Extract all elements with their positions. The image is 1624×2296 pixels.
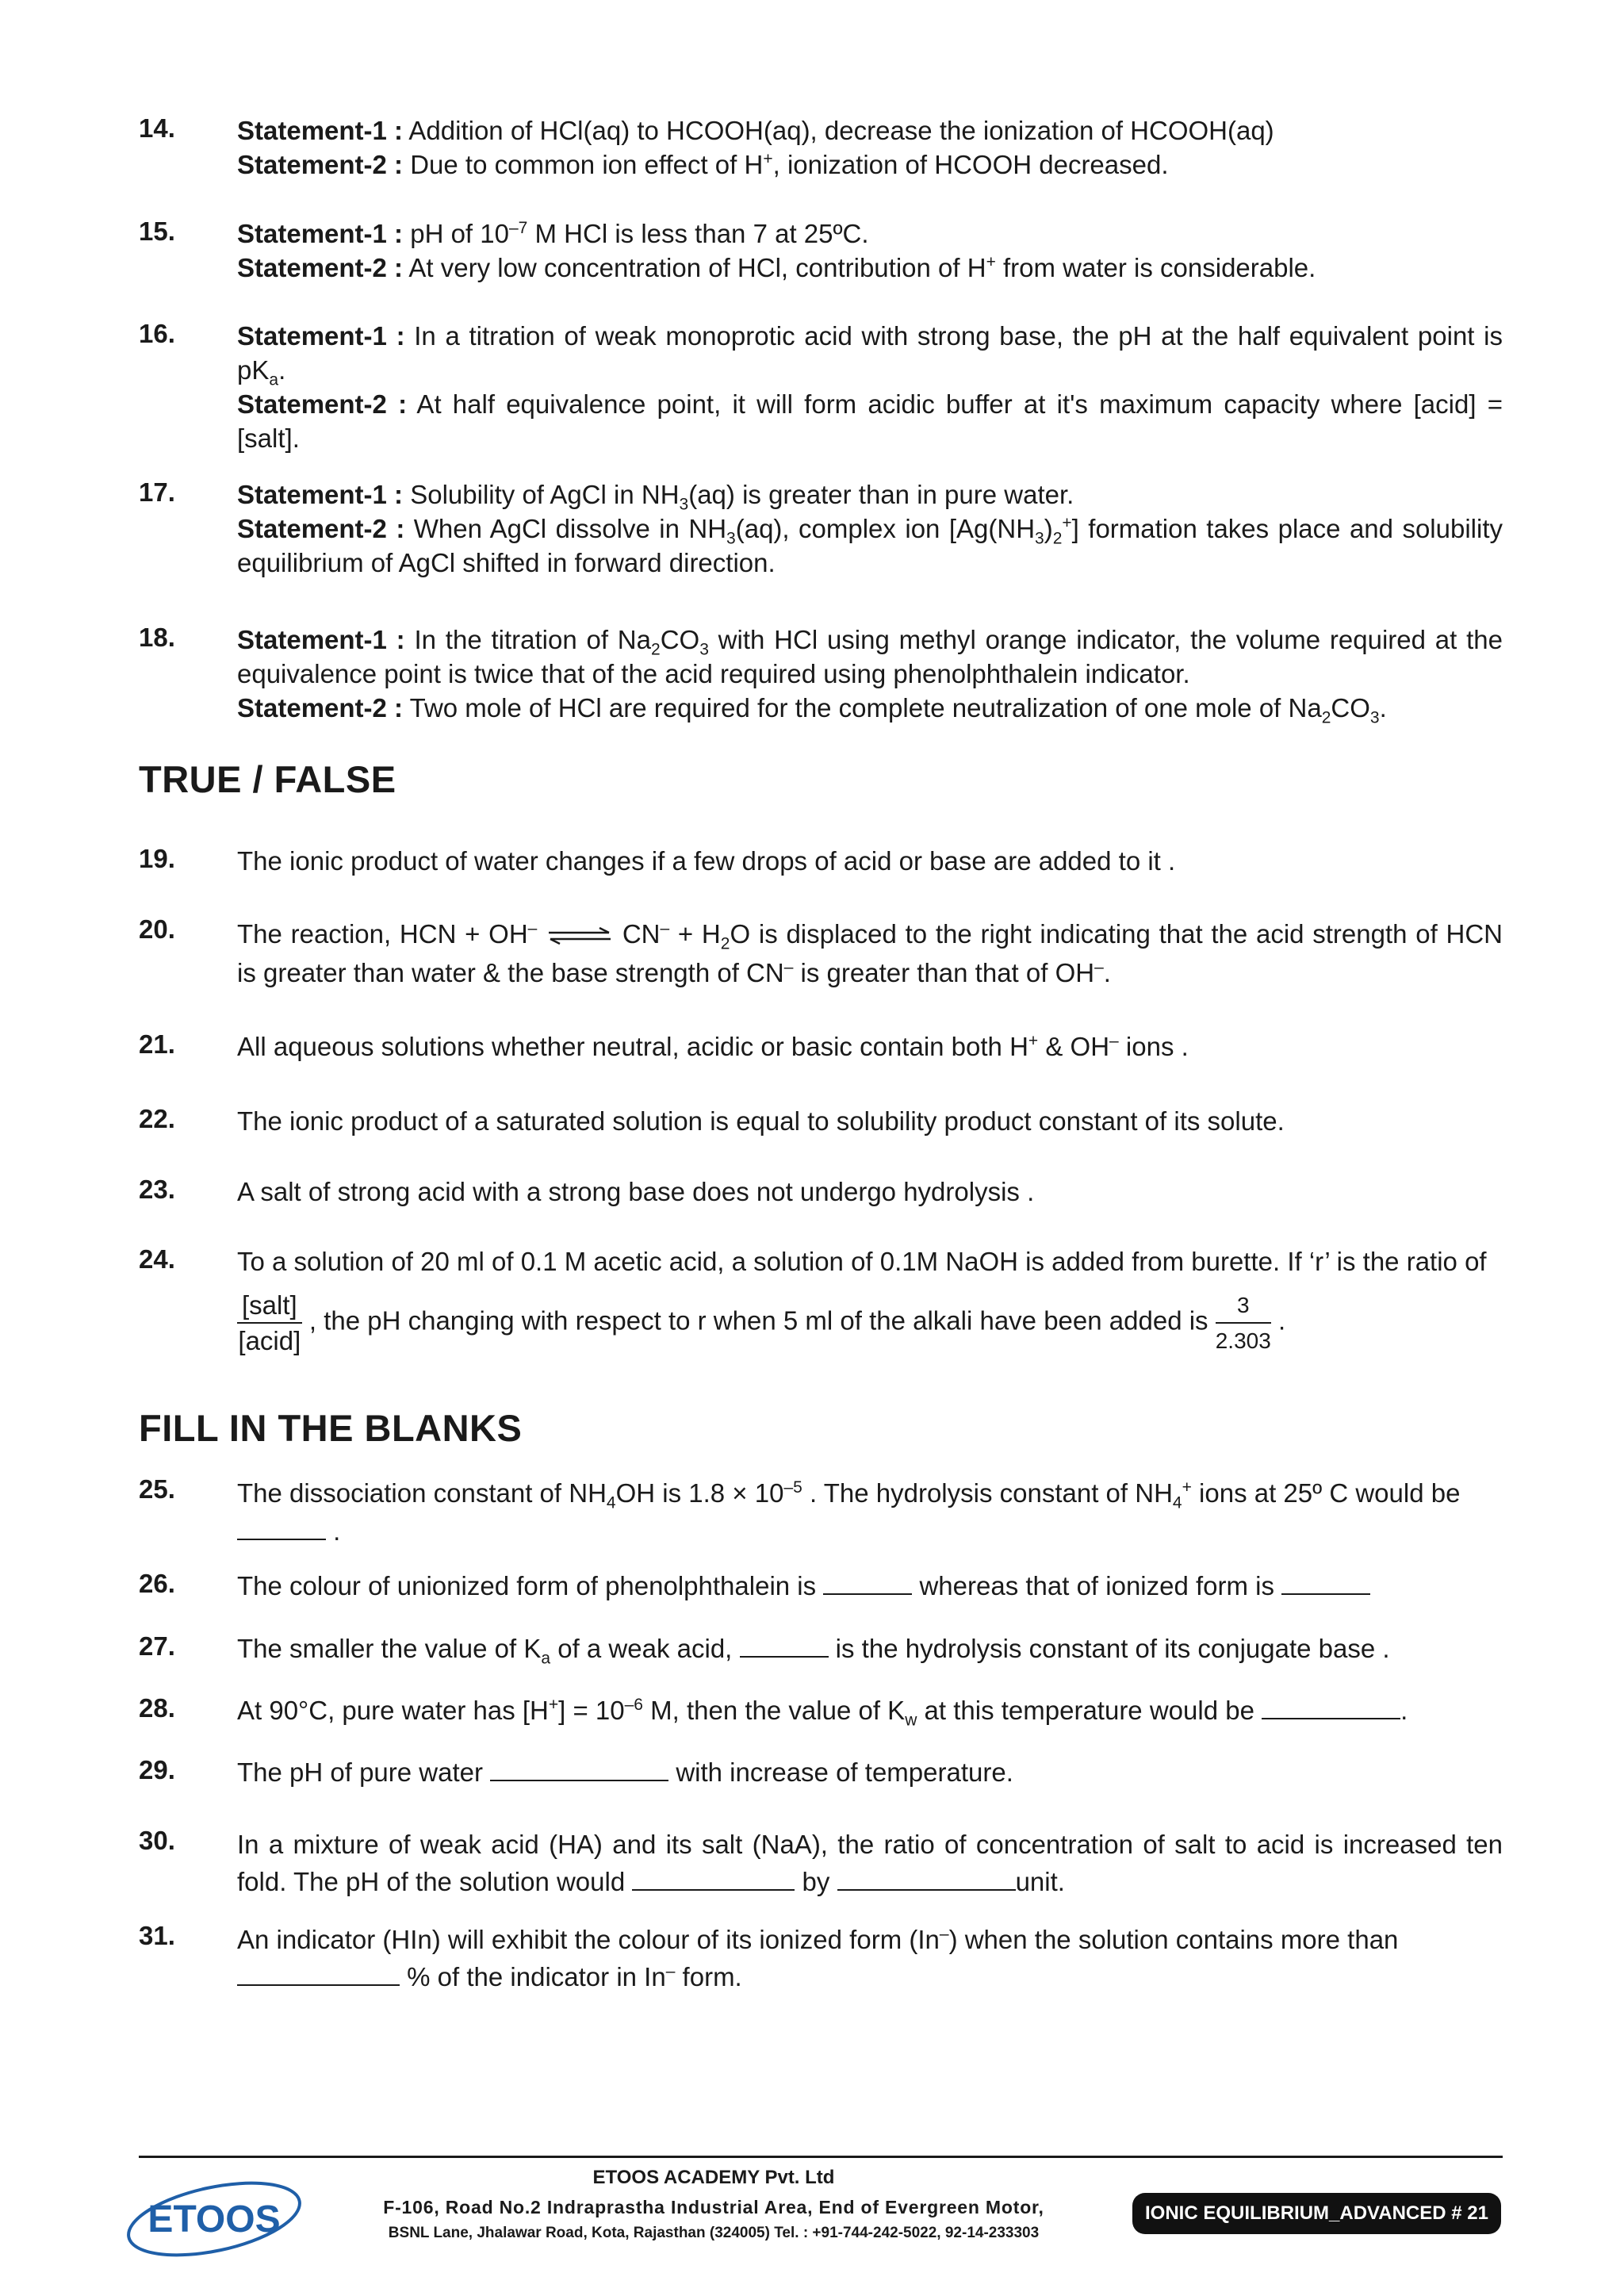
question-text: . xyxy=(1400,1696,1408,1725)
question-number: 18. xyxy=(139,623,175,652)
question-text: In a mixture of weak acid (HA) and its salt (NaA), the ratio of concentration of salt to acid is increased ten fold. The pH of the solution would xyxy=(237,1830,1503,1896)
question-text: ) when the solution contains more than xyxy=(948,1925,1399,1954)
question-27 xyxy=(139,1631,1503,1668)
subscript: 3 xyxy=(699,640,709,659)
question-number: 14. xyxy=(139,113,175,143)
superscript: + xyxy=(763,150,773,168)
question-text: To a solution of 20 ml of 0.1 M acetic acid, a solution of 0.1M NaOH is added from burette. If ‘r’ is the ratio of xyxy=(237,1247,1487,1276)
question-text: , the pH changing with respect to r when 5 ml of the alkali have been added is xyxy=(301,1305,1216,1336)
statement-2-text: CO xyxy=(1331,693,1370,723)
statement-2-text: . xyxy=(1379,693,1387,723)
question-23 xyxy=(139,1175,1503,1209)
subscript: 3 xyxy=(1035,529,1044,548)
subscript: w xyxy=(905,1711,917,1730)
statement-2-text: from water is considerable. xyxy=(995,253,1316,282)
subscript: 2 xyxy=(1321,708,1331,727)
statement-1-text: In the titration of Na xyxy=(404,625,651,654)
subscript: 2 xyxy=(720,934,730,953)
subscript: 4 xyxy=(606,1493,616,1512)
salt-acid-fraction xyxy=(237,1288,302,1358)
question-text: O is displaced to the right indicating that the acid strength of HCN is greater than water & the base strength of CN xyxy=(237,919,1503,987)
statement-1-label: Statement-1 : xyxy=(237,321,405,351)
statement-1-text: Addition of HCl(aq) to HCOOH(aq), decrease the ionization of HCOOH(aq) xyxy=(403,116,1274,145)
question-30 xyxy=(139,1826,1503,1900)
question-text: . xyxy=(1103,958,1111,987)
question-number: 31. xyxy=(139,1921,175,1950)
statement-2-text: ] formation takes place and solubility equilibrium of AgCl shifted in forward direction. xyxy=(237,514,1503,577)
question-text: The colour of unionized form of phenolphthalein is xyxy=(237,1571,824,1600)
statement-2-text: (aq), complex ion [Ag(NH xyxy=(735,514,1036,543)
question-number: 24. xyxy=(139,1244,175,1274)
question-text: The reaction, HCN + OH xyxy=(237,919,528,949)
question-21 xyxy=(139,1029,1503,1064)
question-20 xyxy=(139,914,1503,992)
logo-text: ETOOS xyxy=(147,2198,281,2240)
statement-1-text: In a titration of weak monoprotic acid with strong base, the pH at the half equivalent point is pK xyxy=(237,321,1503,385)
question-number: 28. xyxy=(139,1693,175,1723)
statement-1-text: (aq) is greater than in pure water. xyxy=(688,480,1074,509)
superscript: – xyxy=(939,1925,949,1943)
question-text: All aqueous solutions whether neutral, acidic or basic contain both H xyxy=(237,1032,1028,1061)
answer-blank[interactable] xyxy=(823,1573,912,1595)
superscript: – xyxy=(1109,1032,1119,1050)
superscript: – xyxy=(1094,958,1104,976)
fraction-denominator: 2.303 xyxy=(1215,1328,1271,1353)
question-number: 30. xyxy=(139,1826,175,1855)
statement-2-label: Statement-2 : xyxy=(237,389,408,419)
subscript: a xyxy=(269,370,279,389)
page-tag-badge: IONIC EQUILIBRIUM_ADVANCED # 21 xyxy=(1132,2193,1501,2234)
footer-divider xyxy=(139,2156,1503,2158)
question-31 xyxy=(139,1921,1503,1995)
equilibrium-arrow-icon xyxy=(546,927,614,945)
statement-2-text: Due to common ion effect of H xyxy=(403,150,764,179)
superscript: + xyxy=(548,1696,559,1714)
section-heading-true-false: TRUE / FALSE xyxy=(139,758,396,800)
statement-2-text: , ionization of HCOOH decreased. xyxy=(772,150,1169,179)
subscript: a xyxy=(541,1649,551,1668)
ph-change-fraction xyxy=(1216,1288,1271,1358)
statement-2-text: At very low concentration of HCl, contribution of H xyxy=(403,253,986,282)
question-19 xyxy=(139,844,1503,878)
statement-1-text: M HCl is less than 7 at 25ºC. xyxy=(527,219,869,248)
statement-1-text: Solubility of AgCl in NH xyxy=(403,480,680,509)
subscript: 4 xyxy=(1172,1493,1182,1512)
statement-2-text: At half equivalence point, it will form acidic buffer at it's maximum capacity where [acid] = [salt]. xyxy=(237,389,1503,453)
answer-blank[interactable] xyxy=(837,1869,1016,1891)
question-text: ions at 25º C would be xyxy=(1191,1478,1461,1508)
superscript: + xyxy=(1182,1478,1192,1497)
question-15 xyxy=(139,217,1503,285)
superscript: – xyxy=(783,958,794,976)
fraction-denominator: [acid] xyxy=(238,1326,301,1355)
question-text: with increase of temperature. xyxy=(668,1757,1013,1787)
superscript: + xyxy=(1028,1032,1039,1050)
question-text: The pH of pure water xyxy=(237,1757,491,1787)
statement-2-label: Statement-2 : xyxy=(237,150,404,179)
question-16 xyxy=(139,319,1503,455)
question-14 xyxy=(139,113,1503,182)
question-18 xyxy=(139,623,1503,725)
question-text: ions . xyxy=(1118,1032,1189,1061)
question-28 xyxy=(139,1693,1503,1730)
statement-1-label: Statement-1 : xyxy=(237,625,405,654)
question-text: by xyxy=(795,1867,837,1896)
question-24 xyxy=(139,1244,1503,1358)
question-number: 20. xyxy=(139,914,175,944)
answer-blank[interactable] xyxy=(490,1759,668,1781)
question-number: 22. xyxy=(139,1104,175,1133)
answer-blank[interactable] xyxy=(632,1869,795,1891)
statement-2-label: Statement-2 : xyxy=(237,253,404,282)
question-text: % of the indicator in In xyxy=(400,1962,666,1991)
answer-blank[interactable] xyxy=(740,1635,829,1658)
statement-2-text: When AgCl dissolve in NH xyxy=(404,514,727,543)
question-text: At 90°C, pure water has [H xyxy=(237,1696,549,1725)
superscript: – xyxy=(665,1962,676,1980)
question-number: 15. xyxy=(139,217,175,246)
subscript: 2 xyxy=(1052,529,1063,548)
subscript: 3 xyxy=(726,529,736,548)
question-text: at this temperature would be xyxy=(917,1696,1262,1725)
question-text: form. xyxy=(675,1962,742,1991)
question-number: 23. xyxy=(139,1175,175,1204)
superscript: – xyxy=(527,919,538,937)
subscript: 3 xyxy=(679,495,689,514)
question-text: . xyxy=(1270,1305,1286,1336)
question-text: OH is 1.8 × 10 xyxy=(615,1478,784,1508)
statement-2-text: Two mole of HCl are required for the complete neutralization of one mole of Na xyxy=(403,693,1322,723)
statement-2-text: ) xyxy=(1044,514,1053,543)
question-29 xyxy=(139,1755,1503,1789)
question-text: of a weak acid, xyxy=(550,1634,740,1663)
statement-2-label: Statement-2 : xyxy=(237,693,404,723)
question-26 xyxy=(139,1569,1503,1603)
etoos-logo xyxy=(115,2173,313,2260)
statement-1-label: Statement-1 : xyxy=(237,116,404,145)
question-text: A salt of strong acid with a strong base does not undergo hydrolysis . xyxy=(237,1177,1035,1206)
fraction-numerator: [salt] xyxy=(237,1288,302,1324)
statement-1-text: with HCl using methyl orange indicator, the volume required at the equivalence point is twice that of the acid required using phenolphthalein indicator. xyxy=(237,625,1503,688)
statement-1-text: pH of 10 xyxy=(403,219,509,248)
question-number: 26. xyxy=(139,1569,175,1598)
statement-1-text: . xyxy=(278,355,286,385)
question-text: whereas that of ionized form is xyxy=(912,1571,1282,1600)
footer-address-line-1: F-106, Road No.2 Indraprastha Industrial Area, End of Evergreen Motor, xyxy=(383,2197,1044,2217)
question-text: . The hydrolysis constant of NH xyxy=(802,1478,1173,1508)
statement-1-text: CO xyxy=(660,625,700,654)
superscript: + xyxy=(986,253,996,271)
question-text: is greater than that of OH xyxy=(793,958,1095,987)
question-text: The ionic product of water changes if a few drops of acid or base are added to it . xyxy=(237,846,1176,876)
question-text: The dissociation constant of NH xyxy=(237,1478,607,1508)
answer-blank[interactable] xyxy=(1262,1697,1400,1719)
superscript: –7 xyxy=(508,219,528,237)
answer-blank[interactable] xyxy=(1281,1573,1370,1595)
question-number: 29. xyxy=(139,1755,175,1784)
fraction-numerator: 3 xyxy=(1216,1288,1271,1324)
subscript: 3 xyxy=(1369,708,1380,727)
question-text: M, then the value of K xyxy=(642,1696,906,1725)
question-text: . xyxy=(326,1516,341,1546)
question-17 xyxy=(139,477,1503,580)
footer-company-name: ETOOS ACADEMY Pvt. Ltd xyxy=(592,2167,835,2188)
question-text: ] = 10 xyxy=(558,1696,625,1725)
question-22 xyxy=(139,1104,1503,1138)
question-number: 25. xyxy=(139,1474,175,1504)
question-number: 27. xyxy=(139,1631,175,1661)
question-text: unit. xyxy=(1015,1867,1065,1896)
statement-1-label: Statement-1 : xyxy=(237,219,404,248)
question-number: 17. xyxy=(139,477,175,507)
superscript: – xyxy=(660,919,670,937)
question-number: 21. xyxy=(139,1029,175,1059)
question-text: The smaller the value of K xyxy=(237,1634,542,1663)
question-number: 19. xyxy=(139,844,175,873)
statement-2-label: Statement-2 : xyxy=(237,514,405,543)
question-text: is the hydrolysis constant of its conjugate base . xyxy=(828,1634,1390,1663)
superscript: –5 xyxy=(783,1478,802,1497)
question-number: 16. xyxy=(139,319,175,348)
footer-address-line-2: BSNL Lane, Jhalawar Road, Kota, Rajasthan (324005) Tel. : +91-744-242-5022, 92-14-233303 xyxy=(388,2225,1040,2241)
superscript: –6 xyxy=(624,1696,643,1714)
question-text: & OH xyxy=(1038,1032,1110,1061)
question-text: An indicator (HIn) will exhibit the colour of its ionized form (In xyxy=(237,1925,940,1954)
statement-1-label: Statement-1 : xyxy=(237,480,404,509)
superscript: + xyxy=(1062,514,1072,532)
subscript: 2 xyxy=(651,640,661,659)
answer-blank[interactable] xyxy=(237,1518,326,1540)
section-heading-fill-blanks: FILL IN THE BLANKS xyxy=(139,1407,523,1449)
answer-blank[interactable] xyxy=(237,1964,400,1986)
question-text: The ionic product of a saturated solution is equal to solubility product constant of its solute. xyxy=(237,1106,1285,1136)
question-text: + H xyxy=(669,919,721,949)
question-text: CN xyxy=(614,919,661,949)
question-25 xyxy=(139,1474,1503,1550)
